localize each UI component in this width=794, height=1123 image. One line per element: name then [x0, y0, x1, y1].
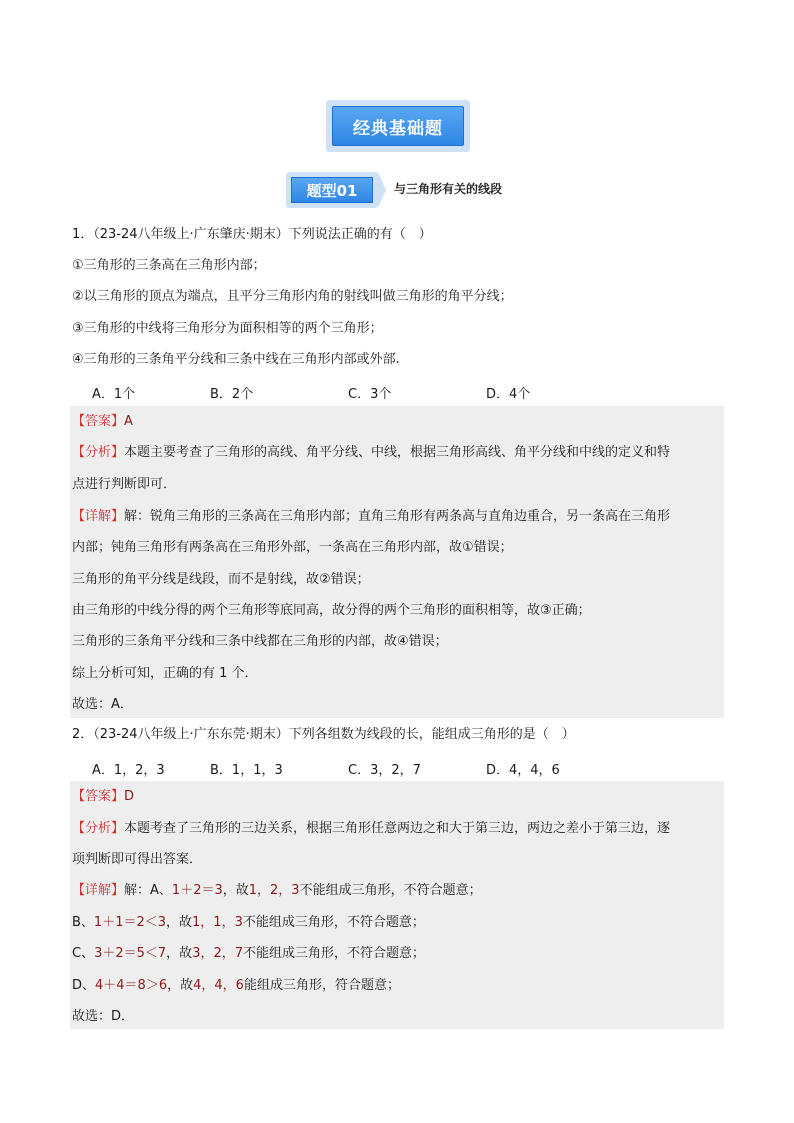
q1-option-a: A．1个	[92, 387, 136, 402]
section-banner	[326, 100, 470, 152]
type-title: 与三角形有关的线段	[394, 182, 503, 196]
type-badge-arrow	[378, 172, 386, 208]
q1-detail-4: 由三角形的中线分得的两个三角形等底同高，故分得的两个三角形的面积相等，故③正确；	[72, 603, 591, 618]
q2-detail-line-2	[72, 914, 425, 932]
q2-detail-4-so: ，故	[167, 978, 194, 993]
q2-answer-line	[72, 788, 134, 806]
q2-detail-line-1	[72, 882, 482, 900]
q1-answer-line	[72, 413, 133, 431]
q1-stem: 1．（23-24八年级上·广东肇庆·期末）下列说法正确的有（ ）	[72, 227, 432, 242]
section-banner-title: 经典基础题	[332, 106, 464, 146]
q2-detail-2-so: ，故	[166, 915, 193, 930]
analysis-tag: 【分析】	[72, 821, 125, 836]
q1-detail-2: 内部；钝角三角形有两条高在三角形外部，一条高在三角形内部，故①错误；	[72, 540, 513, 555]
detail-tag: 【详解】	[72, 883, 125, 898]
analysis-tag: 【分析】	[72, 445, 125, 460]
q2-detail-3-numbers: 3，2，7	[192, 946, 244, 961]
q1-choose: 故选：A．	[72, 697, 133, 712]
q2-option-d: D．4，4，6	[486, 763, 560, 778]
q1-option-b: B．2个	[210, 387, 254, 402]
q2-detail-3-equation: 3＋2＝5＜7	[94, 946, 167, 961]
q1-analysis-line-1	[72, 444, 670, 462]
q2-detail-4-prefix: D、	[72, 978, 96, 993]
q2-option-b: B．1，1，3	[210, 763, 283, 778]
q2-detail-1-conclusion: 不能组成三角形，不符合题意；	[299, 883, 482, 898]
q1-detail-1: 解：锐角三角形的三条高在三角形内部；直角三角形有两条高与直角边重合，另一条高在三角形	[124, 509, 671, 524]
q2-detail-line-4	[72, 977, 400, 995]
q2-detail-1-prefix: 解：A、	[124, 883, 172, 898]
q2-answer: D	[124, 789, 135, 804]
q1-answer: A	[124, 414, 133, 429]
q2-stem: 2．（23-24八年级上·广东东莞·期末）下列各组数为线段的长，能组成三角形的是（ ）	[72, 727, 575, 742]
q2-detail-3-so: ，故	[166, 946, 193, 961]
answer-tag: 【答案】	[72, 789, 125, 804]
q2-choose: 故选：D．	[72, 1009, 135, 1024]
q2-detail-2-equation: 1＋1＝2＜3	[93, 915, 167, 930]
type-badge-label: 题型01	[291, 177, 373, 203]
q2-detail-2-prefix: B、	[72, 915, 94, 930]
q2-detail-4-numbers: 4，4，6	[193, 978, 244, 993]
q1-detail-3: 三角形的角平分线是线段，而不是射线，故②错误；	[72, 572, 370, 587]
q1-analysis-1: 本题主要考查了三角形的高线、角平分线、中线，根据三角形高线、角平分线和中线的定义和特	[124, 445, 671, 460]
q1-item-1: ①三角形的三条高在三角形内部；	[72, 258, 266, 273]
q2-detail-3-prefix: C、	[72, 946, 95, 961]
q1-detail-6: 综上分析可知，正确的有 1 个．	[72, 666, 258, 681]
q2-option-a: A．1，2，3	[92, 763, 165, 778]
q2-detail-4-conclusion: 能组成三角形，符合题意；	[243, 978, 400, 993]
answer-tag: 【答案】	[72, 414, 125, 429]
q1-analysis-2: 点进行判断即可．	[72, 477, 177, 492]
type-badge	[286, 172, 378, 208]
q2-detail-1-equation: 1＋2＝3	[171, 883, 223, 898]
q2-detail-4-equation: 4＋4＝8＞6	[95, 978, 168, 993]
q1-detail-5: 三角形的三条角平分线和三条中线都在三角形的内部，故④错误；	[72, 634, 448, 649]
q2-option-c: C．3，2，7	[348, 763, 421, 778]
q1-item-3: ③三角形的中线将三角形分为面积相等的两个三角形；	[72, 321, 383, 336]
q2-analysis-2: 项判断即可得出答案．	[72, 852, 203, 867]
q2-detail-2-conclusion: 不能组成三角形，不符合题意；	[242, 915, 425, 930]
q1-option-c: C．3个	[348, 387, 392, 402]
q1-option-d: D．4个	[486, 387, 531, 402]
q2-detail-line-3	[72, 945, 425, 963]
q2-detail-2-numbers: 1，1，3	[192, 915, 243, 930]
q2-analysis-line-1	[72, 820, 670, 838]
q1-item-4: ④三角形的三条角平分线和三条中线在三角形内部或外部.	[72, 352, 400, 367]
q2-detail-1-numbers: 1，2，3	[248, 883, 300, 898]
q1-detail-line-1	[72, 508, 670, 526]
detail-tag: 【详解】	[72, 509, 125, 524]
q1-item-2: ②以三角形的顶点为端点，且平分三角形内角的射线叫做三角形的角平分线；	[72, 289, 513, 304]
q2-detail-3-conclusion: 不能组成三角形，不符合题意；	[243, 946, 426, 961]
q2-detail-1-so: ，故	[222, 883, 249, 898]
q2-analysis-1: 本题考查了三角形的三边关系，根据三角形任意两边之和大于第三边，两边之差小于第三边，逐	[124, 821, 671, 836]
